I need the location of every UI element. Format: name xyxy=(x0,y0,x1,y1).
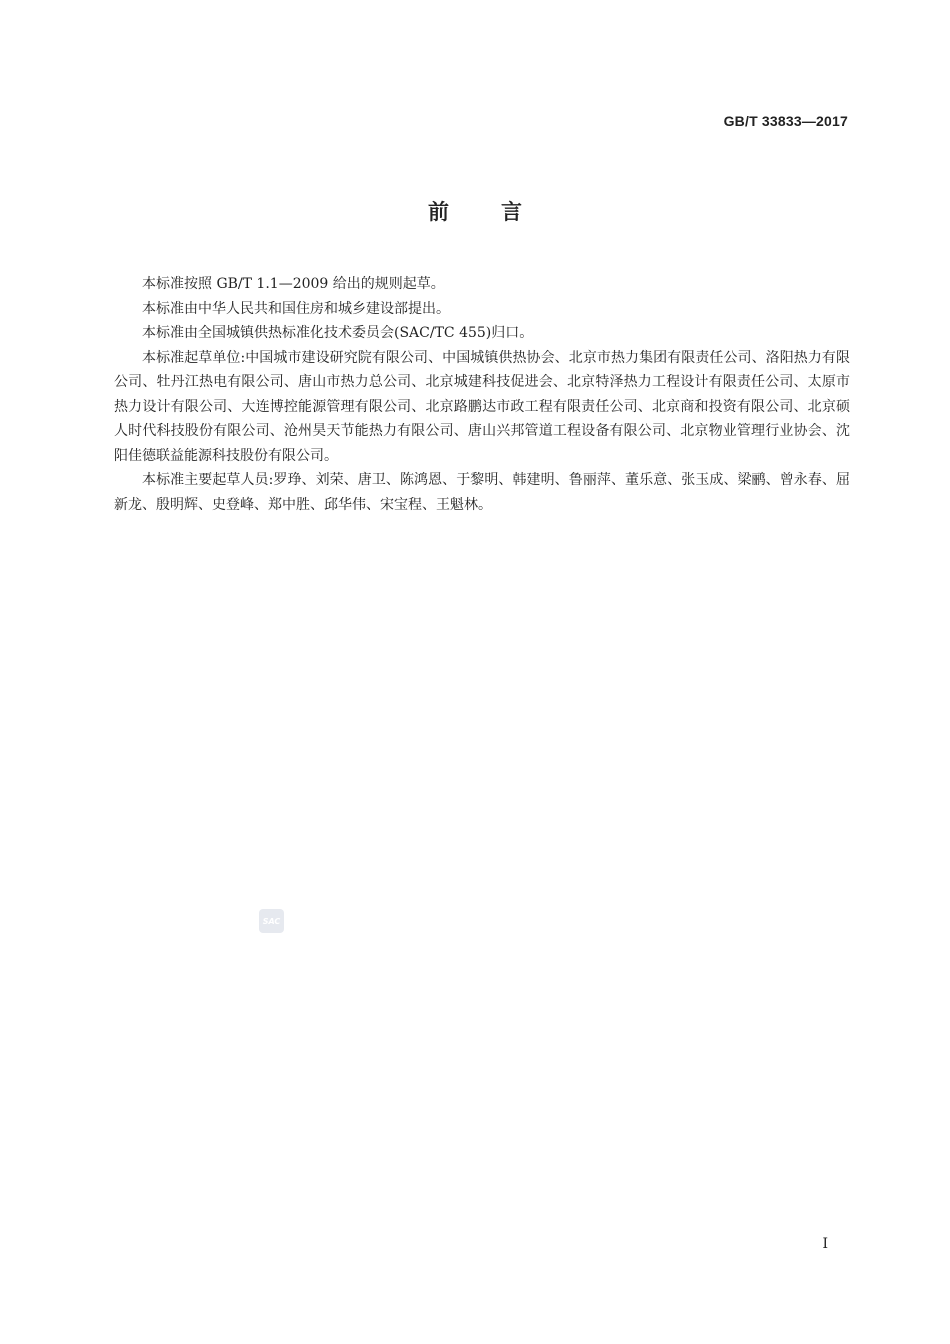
standard-code: GB/T 33833—2017 xyxy=(723,113,848,129)
title-char-2: 言 xyxy=(501,200,522,224)
sac-watermark-logo: SAC xyxy=(259,909,284,933)
title-char-1: 前 xyxy=(428,200,449,224)
page-title xyxy=(0,196,950,226)
paragraph-drafters: 本标准主要起草人员:罗琤、刘荣、唐卫、陈鸿恩、于黎明、韩建明、鲁丽萍、董乐意、张玉成、梁鹂、曾永春、屈新龙、殷明辉、史登峰、郑中胜、邱华伟、宋宝程、王魁林。 xyxy=(114,472,850,513)
paragraph-committee: 本标准由全国城镇供热标准化技术委员会(SAC/TC 455)归口。 xyxy=(142,325,534,341)
page-number: I xyxy=(822,1236,828,1252)
paragraph-proposer: 本标准由中华人民共和国住房和城乡建设部提出。 xyxy=(142,300,450,317)
paragraph-drafting-rules: 本标准按照 GB/T 1.1—2009 给出的规则起草。 xyxy=(142,276,445,292)
foreword-body xyxy=(114,272,850,517)
paragraph-drafting-units: 本标准起草单位:中国城市建设研究院有限公司、中国城镇供热协会、北京市热力集团有限责任公司、洛阳热力有限公司、牡丹江热电有限公司、唐山市热力总公司、北京城建科技促进会、北京特泽热力工程设计有限责任公司、太原市热力设计有限公司、大连博控能源管理有限公司、北京路鹏达市政工程有限责任公司、北京商和投资有限公司、北京硕人时代科技股份有限公司、沧州昊天节能热力有限公司、唐山兴邦管道工程设备有限公司、北京物业管理行业协会、沈阳佳德联益能源科技股份有限公司。 xyxy=(114,349,850,464)
